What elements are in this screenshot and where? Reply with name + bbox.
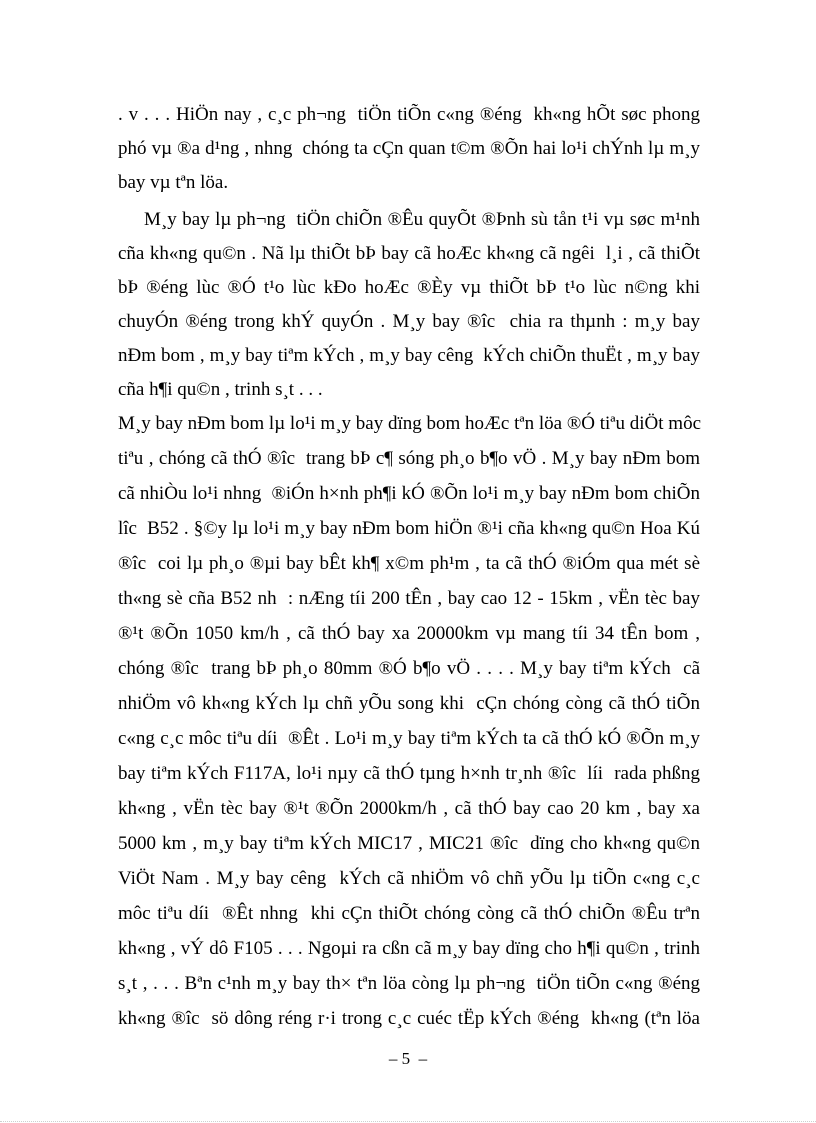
paragraph-line: tiªu , chóng cã thÓ ®îc trang bÞ c¶ sóng ph¸o b¶o vÖ . M¸y bay nÐm bom — [118, 448, 700, 469]
paragraph-line: s¸t , . . . Bªn c¹nh m¸y bay th× tªn löa còng lµ ph¬ng tiÖn tiÕn c«ng ®éng — [118, 973, 700, 994]
paragraph-line: cña h¶i qu©n , trinh s¸t . . . — [118, 379, 323, 400]
paragraph-line: nhiÖm vô kh«ng kÝch lµ chñ yÕu song khi cÇn chóng còng cã thÓ tiÕn — [118, 693, 700, 714]
paragraph-line: kh«ng , vÝ dô F105 . . . Ngoµi ra cßn cã m¸y bay dïng cho h¶i qu©n , trinh — [118, 938, 700, 959]
page-number: – 5 – — [388, 1049, 428, 1068]
paragraph-line: ®îc coi lµ ph¸o ®µi bay bÊt kh¶ x©m ph¹m , ta cã thÓ ®iÓm qua mét sè — [118, 553, 700, 574]
paragraph-line: cña kh«ng qu©n . Nã lµ thiÕt bÞ bay cã hoÆc kh«ng cã ngêi l¸i , cã thiÕt — [118, 243, 700, 264]
paragraph-line: 5000 km , m¸y bay tiªm kÝch MIC17 , MIC21 ®îc dïng cho kh«ng qu©n — [118, 833, 700, 854]
paragraph-line: bay tiªm kÝch F117A, lo¹i nµy cã thÓ tµng h×nh tr¸nh ®îc líi rada phßng — [118, 763, 700, 784]
paragraph-line: bÞ ®éng lùc ®Ó t¹o lùc kÐo hoÆc ®Èy vµ thiÕt bÞ t¹o lùc n©ng khi — [118, 277, 700, 298]
paragraph-line: nÐm bom , m¸y bay tiªm kÝch , m¸y bay cêng kÝch chiÕn thuËt , m¸y bay — [118, 345, 700, 366]
paragraph-line: lîc B52 . §©y lµ lo¹i m¸y bay nÐm bom hiÖn ®¹i cña kh«ng qu©n Hoa Kú — [118, 518, 700, 539]
paragraph-line: M¸y bay nÐm bom lµ lo¹i m¸y bay dïng bom hoÆc tªn löa ®Ó tiªu diÖt môc — [118, 413, 702, 434]
paragraph-line: th«ng sè cña B52 nh : nÆng tíi 200 tÊn , bay cao 12 - 15km , vËn tèc bay — [118, 588, 700, 609]
paragraph-line: ®¹t ®Õn 1050 km/h , cã thÓ bay xa 20000km vµ mang tíi 34 tÊn bom , — [118, 623, 700, 644]
paragraph-line: chuyÓn ®éng trong khÝ quyÓn . M¸y bay ®îc chia ra thµnh : m¸y bay — [118, 311, 700, 332]
page-bottom-divider — [0, 1121, 816, 1122]
paragraph-line: chóng ®îc trang bÞ ph¸o 80mm ®Ó b¶o vÖ . . . . M¸y bay tiªm kÝch cã — [118, 658, 700, 679]
paragraph-line: phó vµ ®a d¹ng , nhng chóng ta cÇn quan t©m ®Õn hai lo¹i chÝnh lµ m¸y — [118, 138, 700, 159]
paragraph-line: môc tiªu díi ®Êt nhng khi cÇn thiÕt chóng còng cã thÓ chiÕn ®Êu trªn — [118, 903, 700, 924]
paragraph-line: cã nhiÒu lo¹i nhng ®iÓn h×nh ph¶i kÓ ®Õn lo¹i m¸y bay nÐm bom chiÕn — [118, 483, 700, 504]
paragraph-line: M¸y bay lµ ph¬ng tiÖn chiÕn ®Êu quyÕt ®Þnh sù tån t¹i vµ søc m¹nh — [144, 209, 700, 230]
paragraph-line: kh«ng ®îc sö dông réng r·i trong c¸c cuéc tËp kÝch ®éng kh«ng (tªn löa — [118, 1008, 700, 1029]
paragraph-line: bay vµ tªn löa. — [118, 172, 229, 193]
paragraph-line: ViÖt Nam . M¸y bay cêng kÝch cã nhiÖm vô chñ yÕu lµ tiÕn c«ng c¸c — [118, 868, 700, 889]
paragraph-line: . v . . . HiÖn nay , c¸c ph¬ng tiÖn tiÕn c«ng ®éng kh«ng hÕt søc phong — [118, 104, 700, 125]
paragraph-line: kh«ng , vËn tèc bay ®¹t ®Õn 2000km/h , cã thÓ bay cao 20 km , bay xa — [118, 798, 700, 819]
paragraph-line: c«ng c¸c môc tiªu díi ®Êt . Lo¹i m¸y bay tiªm kÝch ta cã thÓ kÓ ®Õn m¸y — [118, 728, 700, 749]
